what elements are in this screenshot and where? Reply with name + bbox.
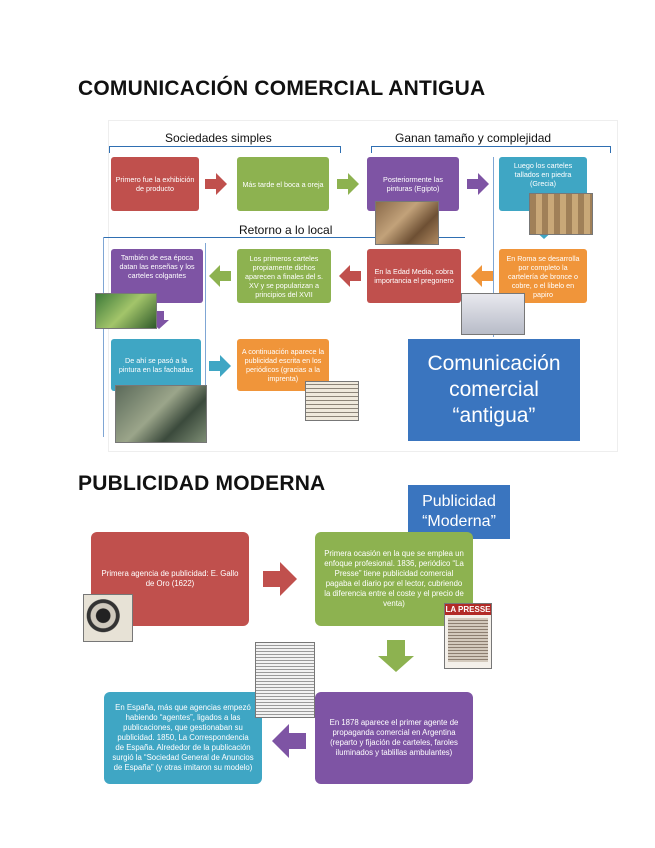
arrow-left-icon xyxy=(272,724,306,758)
egyptian-painting-image xyxy=(375,201,439,245)
arrow-right-icon xyxy=(205,173,227,195)
step-primeros-carteles: Los primeros carteles propiamente dichos aparecen a finales del s. XV y se popularizan a principios del XVII xyxy=(237,249,331,303)
arrow-right-icon xyxy=(467,173,489,195)
step-espana: En España, más que agencias empezó habiendo “agentes”, ligados a las publicaciones, que gestionaban su publicidad. 1850, La Correspondencia de España. Alrededor de la publicación surgió la “Sociedad General de Anuncios de España” (y otras imitaron su modelo) xyxy=(104,692,262,784)
arrow-right-icon xyxy=(263,562,297,596)
label-retorno-local: Retorno a lo local xyxy=(239,223,333,237)
step-boca-oreja: Más tarde el boca a oreja xyxy=(237,157,329,211)
arrow-down-icon xyxy=(378,640,414,672)
step-edad-media: En la Edad Media, cobra importancia el pregonero xyxy=(367,249,461,303)
guide-line-left xyxy=(103,237,104,437)
moderna-title-box: Publicidad “Moderna” xyxy=(408,485,510,539)
label-ganan-tamano: Ganan tamaño y complejidad xyxy=(395,131,552,145)
antigua-diagram xyxy=(108,120,618,452)
la-presse-columns xyxy=(448,618,488,662)
step-exhibicion: Primero fue la exhibición de producto xyxy=(111,157,199,211)
step-argentina: En 1878 aparece el primer agente de propaganda comercial en Argentina (reparto y fijación de carteles, faroles iluminados y tablillas ambulantes) xyxy=(315,692,473,784)
step-carteles-piedra: Luego los carteles tallados en piedra (Grecia) xyxy=(499,157,587,211)
section-title-moderna: PUBLICIDAD MODERNA xyxy=(78,472,326,495)
arrow-right-icon xyxy=(337,173,359,195)
old-newspaper-image xyxy=(305,381,359,421)
step-primera-agencia: Primera agencia de publicidad: E. Gallo de Oro (1622) xyxy=(91,532,249,626)
arrow-right-icon xyxy=(209,355,231,377)
step-ensenas: También de esa época datan las enseñas y los carteles colgantes xyxy=(111,249,203,303)
step-fachadas: De ahí se pasó a la pintura en las fachadas xyxy=(111,339,201,391)
bracket-ganan xyxy=(371,146,611,155)
arrow-left-icon xyxy=(471,265,493,287)
step-periodicos: A continuación aparece la publicidad escrita en los periódicos (gracias a la imprenta) xyxy=(237,339,329,391)
antigua-title-box: Comunicación comercial “antigua” xyxy=(408,339,580,441)
roman-plaque-image xyxy=(461,293,525,335)
hanging-sign-image xyxy=(95,293,157,329)
bracket-simples xyxy=(109,146,341,155)
label-sociedades-simples: Sociedades simples xyxy=(165,131,272,145)
arrow-left-icon xyxy=(209,265,231,287)
old-newspaper-page-image xyxy=(255,642,315,718)
engraving-image xyxy=(83,594,133,642)
la-presse-masthead: LA PRESSE xyxy=(445,605,491,614)
la-presse-image xyxy=(444,603,492,669)
step-pinturas: Posteriormente las pinturas (Egipto) xyxy=(367,157,459,211)
arrow-left-icon xyxy=(339,265,361,287)
stone-relief-image xyxy=(529,193,593,235)
step-la-presse: Primera ocasión en la que se emplea un enfoque profesional. 1836, periódico “La Presse” tiene publicidad comercial pagaba el diario por el lector, cubriendo la diferencia entre el coste y el precio de venta) xyxy=(315,532,473,626)
section-title-antigua: COMUNICACIÓN COMERCIAL ANTIGUA xyxy=(78,77,486,100)
step-roma: En Roma se desarrolla por completo la cartelería de bronce o cobre, o el libelo en papiro xyxy=(499,249,587,303)
painted-facade-image xyxy=(115,385,207,443)
